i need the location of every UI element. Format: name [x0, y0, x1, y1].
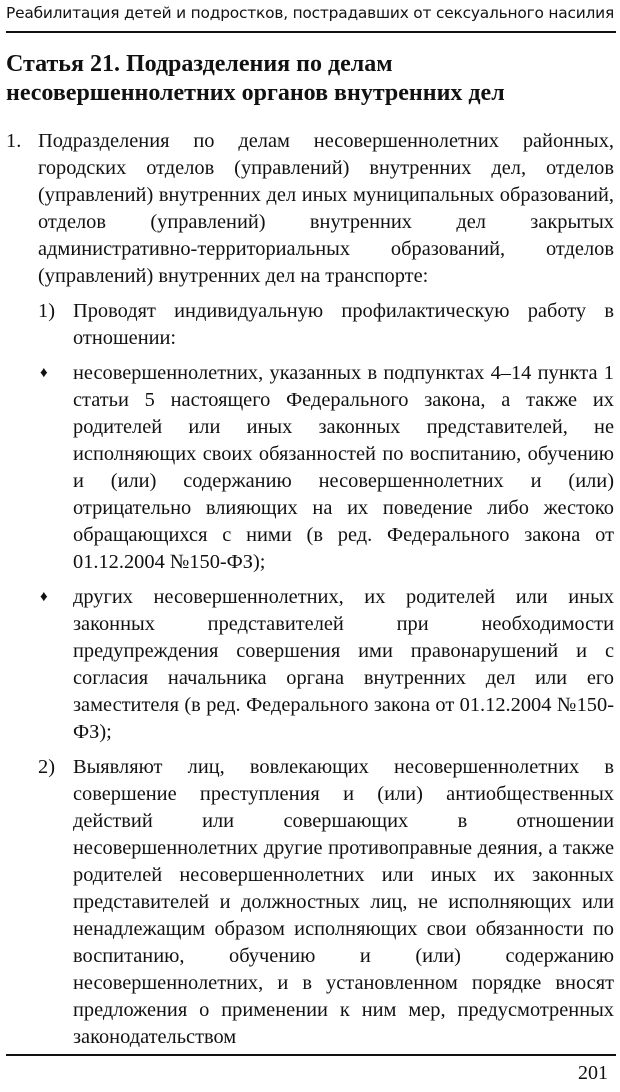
subitem-2	[38, 754, 614, 1051]
bullet-item	[38, 360, 614, 576]
subitem-2-text: Выявляют лиц, вовлекающих несовершеннолетних в совершение преступления и (или) антиобщественных действий или совершающих в отношении несовершеннолетних другие противоправные деяния, а также родителей несовершеннолетних или иных их законных представителей и должностных лиц, не исполняющих или ненадлежащим образом исполняющих свои обязанности по воспитанию, обучению и (или) содержанию несовершеннолетних, и в установленном порядке вносят предложения о применении к ним мер, предусмотренных законодательством	[73, 756, 614, 1048]
article-title-line-1: Статья 21. Подразделения по делам	[6, 51, 393, 77]
subitem-1-text: Проводят индивидуальную профилактическую работу в отношении:	[73, 300, 614, 349]
bullet-item-text: других несовершеннолетних, их родителей или иных законных представителей при необходимости предупреждения совершения ими правонарушений и с согласия начальника органа внутренних дел или его заместителя (в ред. Федерального закона от 01.12.2004 №150-ФЗ);	[73, 586, 614, 743]
diamond-bullet-icon: ♦	[40, 589, 48, 605]
subitem-1	[38, 298, 614, 352]
item-1-number: 1.	[6, 130, 22, 152]
article-title-line-2: несовершеннолетних органов внутренних дел	[6, 80, 505, 106]
page-number: 201	[578, 1062, 608, 1084]
subitem-2-number: 2)	[38, 756, 55, 778]
item-1-text: Подразделения по делам несовершеннолетних районных, городских отделов (управлений) внутренних дел, отделов (управлений) внутренних дел иных муниципальных образований, отделов (управлений) внутренних дел закрытых административно-территориальных образований, отделов (управлений) внутренних дел на транспорте:	[38, 130, 614, 287]
bullet-item-text: несовершеннолетних, указанных в подпунктах 4–14 пункта 1 статьи 5 настоящего Федерального закона, а также их родителей или иных законных представителей, не исполняющих своих обязанностей по воспитанию, обучению и (или) содержанию несовершеннолетних и (или) отрицательно влияющих на их поведение либо жестоко обращающихся с ними (в ред. Федерального закона от 01.12.2004 №150-ФЗ);	[73, 362, 614, 573]
bullet-item	[38, 584, 614, 746]
diamond-bullet-icon: ♦	[40, 365, 48, 381]
item-1	[6, 128, 614, 290]
running-head: Реабилитация детей и подростков, пострадавших от сексуального насилия	[6, 4, 615, 22]
footer-rule	[6, 1054, 616, 1056]
article-title	[6, 50, 614, 108]
header-rule	[6, 31, 616, 33]
subitem-1-number: 1)	[38, 300, 55, 322]
article-body	[6, 128, 614, 1051]
